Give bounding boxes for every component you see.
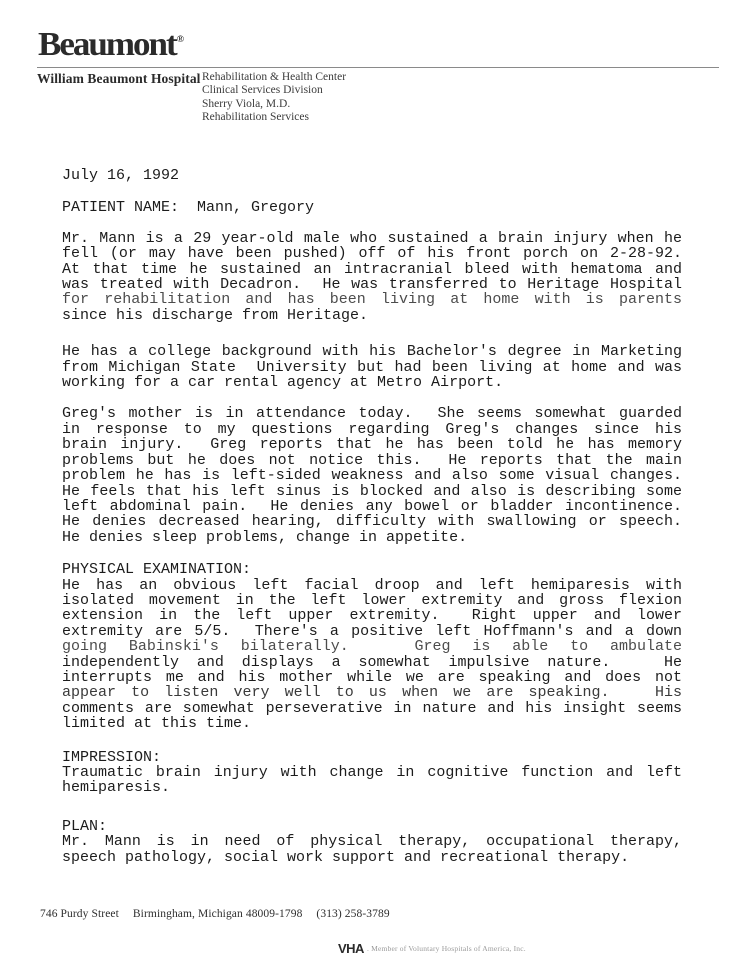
text-line: working for a car rental agency at Metro Airport. [62, 374, 504, 392]
text-line: from Michigan State University but had been living at home and was [62, 358, 682, 376]
text-line: He denies sleep problems, change in appetite. [62, 528, 468, 546]
text-line: left abdominal pain. He denies any bowel or bladder incontinence. [62, 497, 682, 515]
patient-name-line [62, 200, 682, 215]
text-line: for rehabilitation and has been living at home with is parents [62, 291, 682, 309]
division-line: Rehabilitation & Health Center [202, 71, 347, 83]
division-line: Clinical Services Division [202, 84, 323, 97]
footer-address [40, 908, 390, 920]
text-line: extension in the left upper extremity. Right upper and lower [62, 607, 682, 625]
vha-logo: VHA [338, 941, 364, 956]
text-line: in response to my questions regarding Greg's changes since his [62, 420, 682, 438]
text-line: fell (or may have been pushed) off of his front porch on 2-28-92. [62, 245, 682, 263]
division-line: Rehabilitation Services [202, 110, 309, 123]
footer-phone: (313) 258-3789 [316, 908, 390, 920]
text-line: Mr. Mann is a 29 year-old male who sustained a brain injury when he [62, 229, 682, 247]
vha-tagline: . Member of Voluntary Hospitals of America, Inc. [366, 944, 526, 953]
patient-name-label: PATIENT NAME: [62, 199, 180, 217]
letter-body [62, 168, 682, 865]
section-heading: PLAN: [62, 817, 108, 835]
text-line: since his discharge from Heritage. [62, 306, 369, 324]
text-line: He has an obvious left facial droop and left hemiparesis with [62, 576, 682, 594]
footer-city: Birmingham, Michigan 48009-1798 [132, 908, 303, 920]
text-line: interrupts me and his mother while we are speaking and does not [62, 668, 682, 686]
text-line: problem he has is left-sided weakness and also some visual changes. [62, 467, 682, 485]
vha-membership-line [338, 941, 526, 956]
impression-section [62, 750, 682, 796]
text-line: Mr. Mann is in need of physical therapy, occupational therapy, [62, 833, 682, 851]
text-line: problems but he does not notice this. He reports that the main [62, 451, 682, 469]
history-paragraph [62, 231, 682, 323]
logo-text: Beaumont [38, 24, 176, 63]
physical-examination-section [62, 562, 682, 731]
plan-section [62, 819, 682, 865]
footer-street: 746 Purdy Street [40, 908, 119, 920]
beaumont-logo [38, 24, 184, 63]
text-line: comments are somewhat perseverative in nature and his insight seems [62, 699, 682, 717]
section-heading: IMPRESSION: [62, 748, 162, 766]
text-line: isolated movement in the left lower extremity and gross flexion [62, 591, 682, 609]
letter-date: July 16, 1992 [62, 167, 180, 184]
text-line: hemiparesis. [62, 779, 171, 797]
text-line: Traumatic brain injury with change in cognitive function and left [62, 764, 682, 781]
text-line: At that time he sustained an intracranial bleed with hematoma and [62, 260, 682, 278]
hospital-name: William Beaumont Hospital [37, 71, 201, 86]
division-line: Sherry Viola, M.D. [202, 97, 291, 110]
interview-paragraph [62, 406, 682, 545]
text-line: He feels that his left sinus is blocked and also is describing some [62, 482, 682, 500]
text-line: brain injury. Greg reports that he has been told he has memory [62, 436, 682, 454]
text-line: extremity are 5/5. There's a positive left Hoffmann's and a down [62, 622, 682, 640]
text-line: appear to listen very well to us when we are speaking. His [62, 684, 682, 702]
registered-trademark-icon: ® [176, 34, 185, 46]
text-line: speech pathology, social work support and recreational therapy. [62, 848, 630, 866]
division-address-block [202, 71, 346, 124]
text-line: limited at this time. [62, 715, 252, 733]
text-line: Greg's mother is in attendance today. She seems somewhat guarded [62, 405, 682, 423]
section-heading: PHYSICAL EXAMINATION: [62, 561, 252, 579]
background-paragraph [62, 344, 682, 390]
patient-name-value: Mann, Gregory [197, 199, 315, 217]
header-divider [37, 67, 719, 68]
text-line: was treated with Decadron. He was transferred to Heritage Hospital [62, 276, 682, 294]
text-line: going Babinski's bilaterally. Greg is able to ambulate [62, 638, 682, 656]
text-line: He denies decreased hearing, difficulty with swallowing or speech. [62, 513, 682, 531]
text-line: He has a college background with his Bachelor's degree in Marketing [62, 343, 682, 361]
text-line: independently and displays a somewhat impulsive nature. He [62, 653, 682, 671]
